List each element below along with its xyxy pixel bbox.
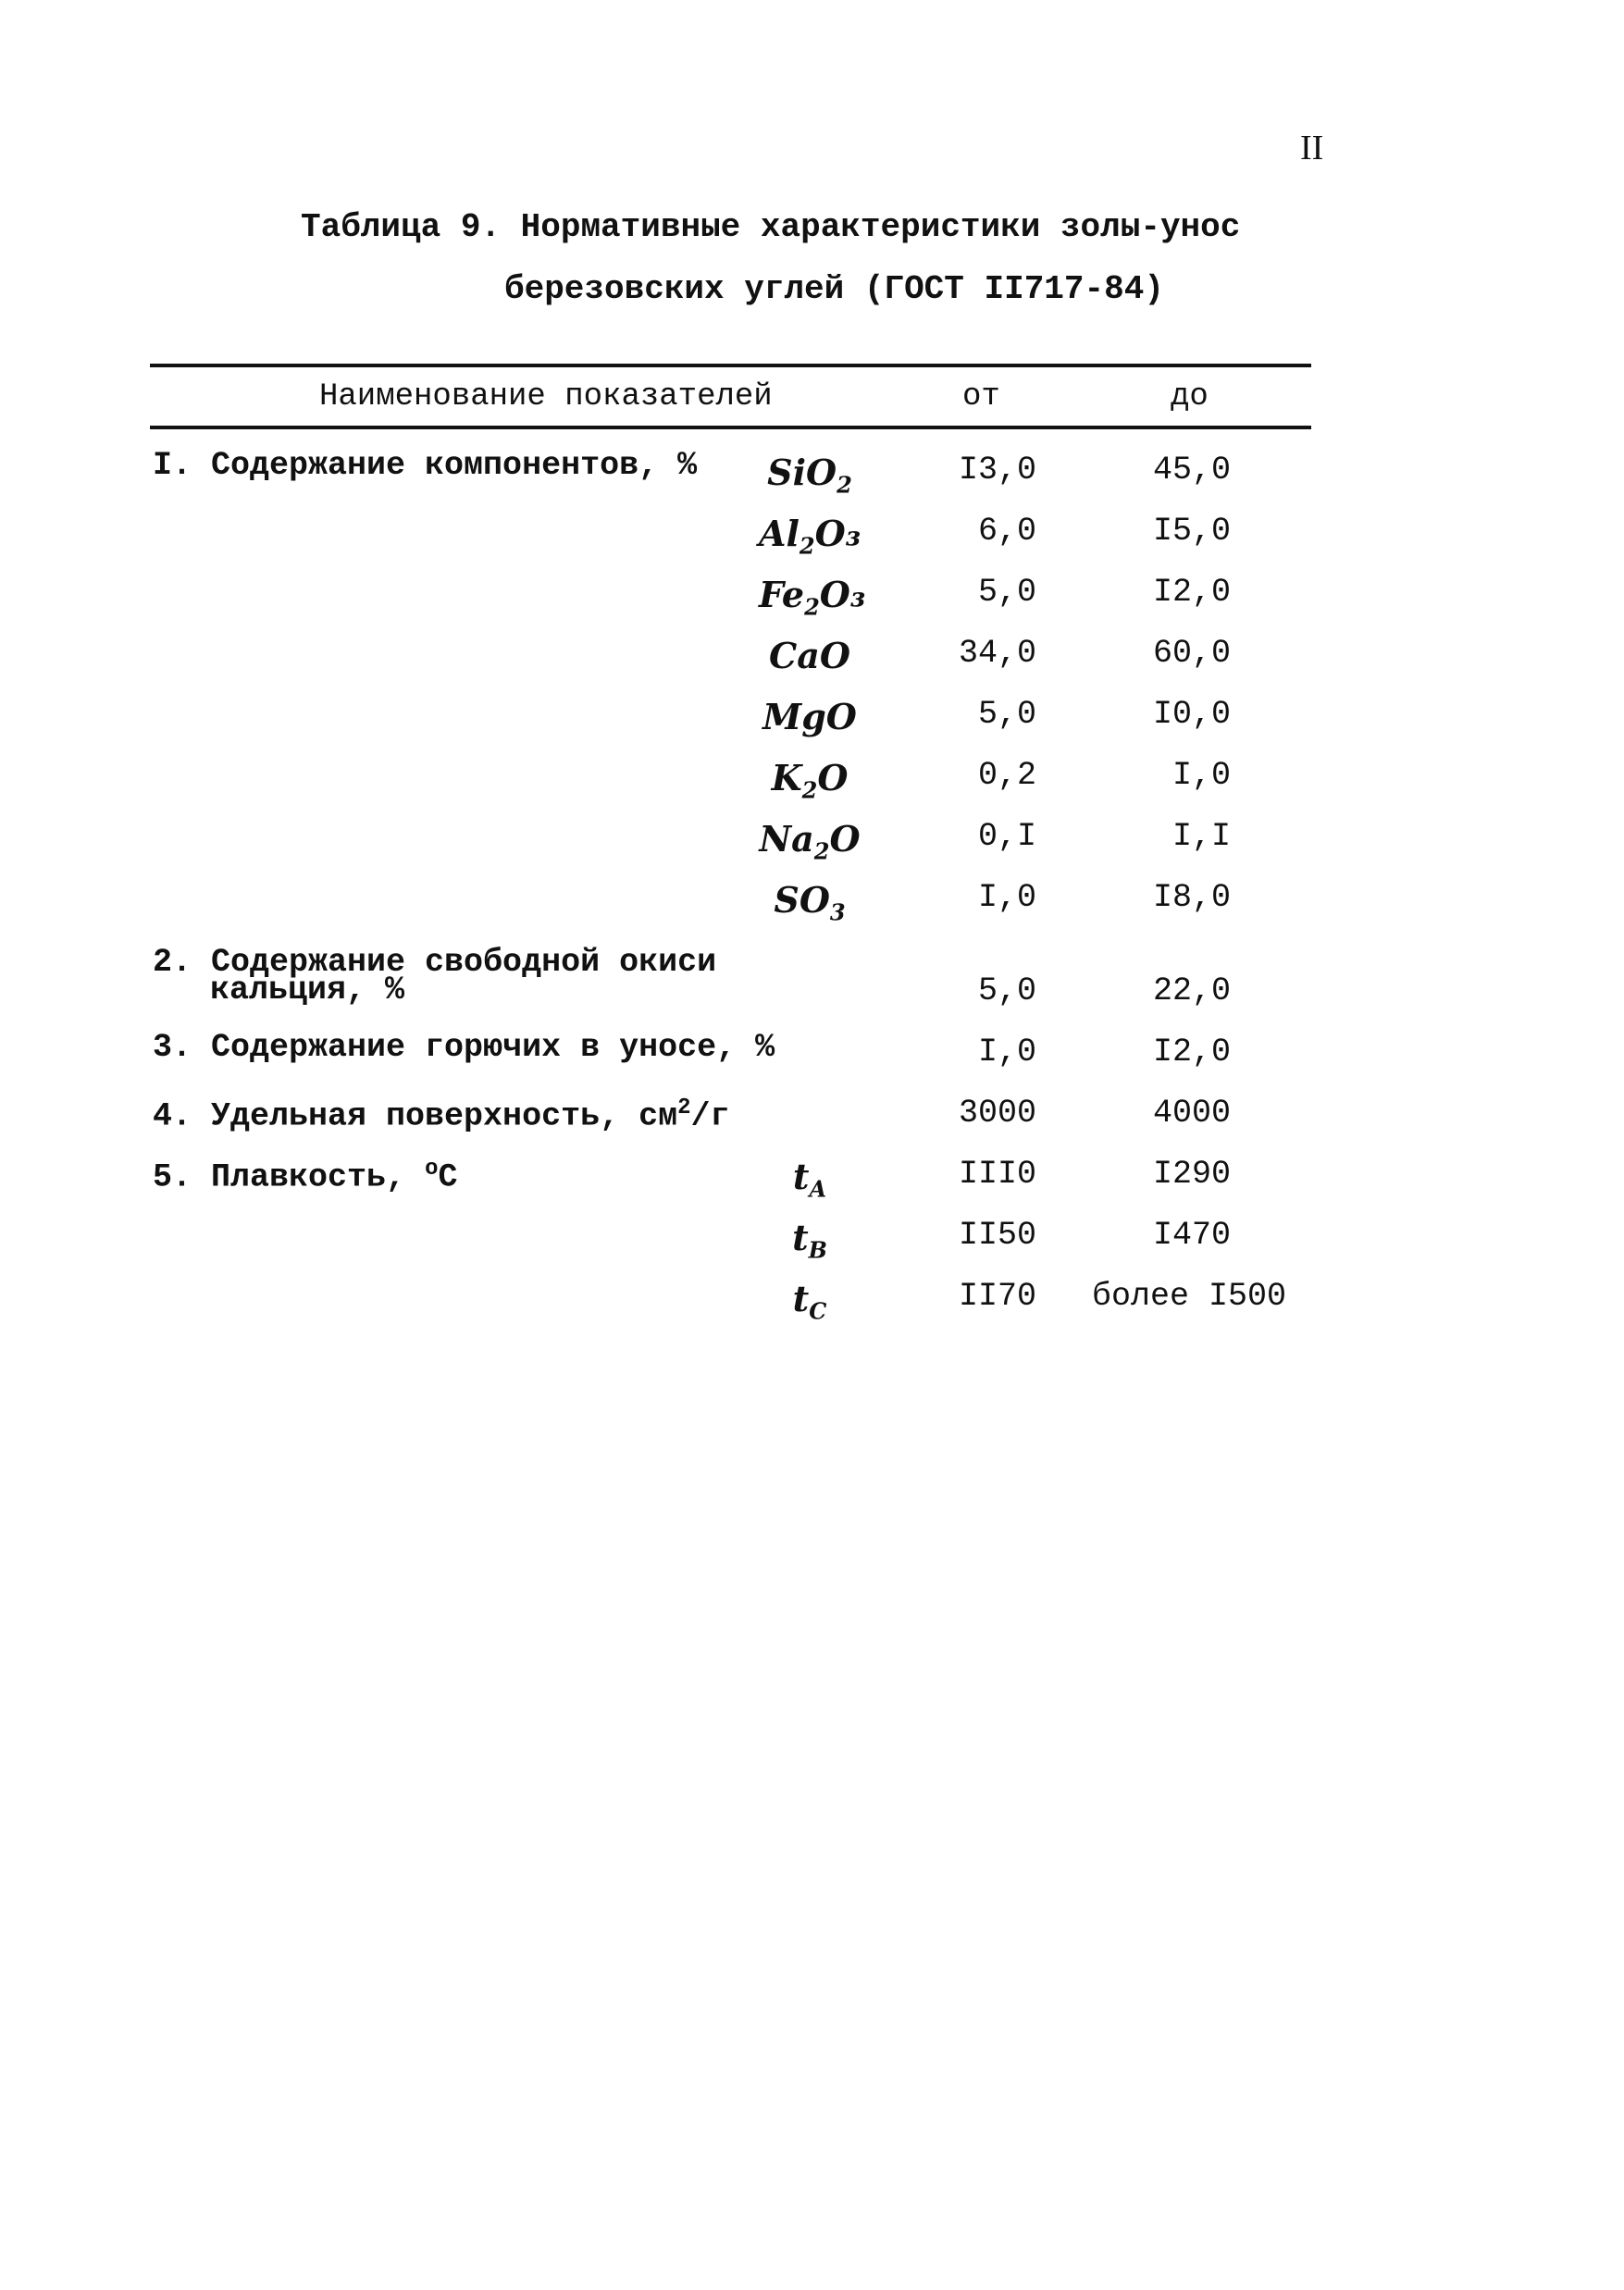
table-header-rule [150, 426, 1311, 429]
row-name: 5. Плавкость, $^o$C [153, 1157, 458, 1196]
value-to: I2,0 [1152, 1034, 1231, 1071]
value-to: I,0 [1172, 757, 1231, 794]
formula: $t_B$ [792, 1217, 827, 1264]
value-from: 6,0 [977, 513, 1036, 550]
value-to: I290 [1152, 1156, 1231, 1193]
value-from: II70 [958, 1278, 1036, 1315]
formula: $Na_2O$ [759, 818, 861, 865]
value-from: 3000 [958, 1095, 1036, 1132]
formula: $K_2O$ [771, 757, 849, 804]
value-from: II50 [958, 1217, 1036, 1254]
header-name: Наименование показателей [319, 379, 773, 415]
table-row [0, 818, 1624, 873]
table-row [0, 447, 1624, 507]
formula: $Fe_2O_3$ [759, 574, 866, 621]
row-name: 4. Удельная поверхность, $см^2/г$ [153, 1095, 730, 1135]
table-row [0, 513, 1624, 568]
table-row [0, 944, 1624, 1022]
value-to: 22,0 [1152, 972, 1231, 1009]
table-row [0, 757, 1624, 812]
value-from: I,0 [977, 1034, 1036, 1071]
table-row [0, 1156, 1624, 1211]
value-to: 45,0 [1152, 452, 1231, 489]
value-to: I0,0 [1152, 696, 1231, 733]
table-row [0, 1095, 1624, 1150]
table-top-rule [150, 364, 1311, 367]
formula: $SO_3$ [774, 879, 846, 926]
header-to: до [1171, 379, 1209, 415]
value-from: 5,0 [977, 696, 1036, 733]
formula: SiO$_2$ [767, 452, 852, 499]
formula: CaO [769, 635, 850, 676]
value-from: 0,2 [977, 757, 1036, 794]
value-to: I8,0 [1152, 879, 1231, 916]
page-number: II [1300, 129, 1324, 167]
table-row [0, 879, 1624, 935]
header-from: от [962, 379, 1000, 415]
value-to: 4000 [1152, 1095, 1231, 1132]
formula: $t_A$ [792, 1156, 827, 1203]
value-to: I,I [1172, 818, 1231, 855]
formula: $t_C$ [792, 1278, 827, 1325]
value-to: I2,0 [1152, 574, 1231, 611]
row-name: 2. Содержание свободной окиси кальция, % [153, 944, 717, 1009]
value-from: 5,0 [977, 574, 1036, 611]
table-row [0, 574, 1624, 629]
table-row [0, 635, 1624, 690]
row-name: 3. Содержание горючих в уносе, % [153, 1029, 775, 1066]
formula: $Al_2O_3$ [759, 513, 862, 560]
value-from: III0 [958, 1156, 1036, 1193]
value-from: I,0 [977, 879, 1036, 916]
value-to: более I500 [1092, 1278, 1287, 1315]
value-to: I5,0 [1152, 513, 1231, 550]
table-row [0, 1217, 1624, 1272]
table-row [0, 1029, 1624, 1089]
value-to: 60,0 [1152, 635, 1231, 672]
table-row [0, 696, 1624, 751]
value-from: I3,0 [958, 452, 1036, 489]
table-caption-line2: березовских углей (ГОСТ II717-84) [504, 270, 1164, 308]
formula: MgO [762, 696, 857, 737]
value-to: I470 [1152, 1217, 1231, 1254]
table-row [0, 1278, 1624, 1333]
row-name: I. Содержание компонентов, % [153, 447, 698, 484]
value-from: 5,0 [977, 972, 1036, 1009]
value-from: 0,I [977, 818, 1036, 855]
table-caption-line1: Таблица 9. Нормативные характеристики золы-унос [301, 208, 1241, 246]
value-from: 34,0 [958, 635, 1036, 672]
